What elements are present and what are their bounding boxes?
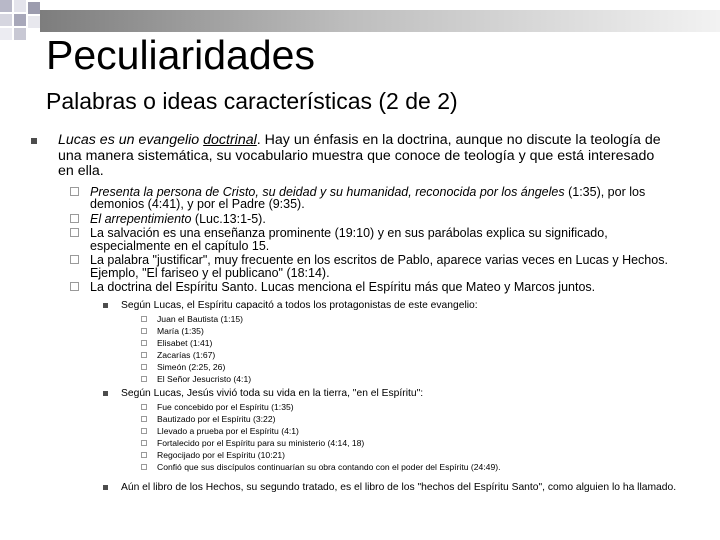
- hollow-square-bullet-icon: [70, 228, 79, 237]
- list-item: El Señor Jesucristo (4:1): [0, 373, 720, 385]
- hollow-square-bullet-icon: [141, 440, 147, 446]
- hollow-square-bullet-icon: [70, 282, 79, 291]
- slide-body: [0, 133, 720, 493]
- slide-title: Peculiaridades: [46, 32, 315, 78]
- list-item: El arrepentimiento (Luc.13:1-5).: [0, 213, 720, 226]
- square-bullet-icon: [103, 303, 108, 308]
- hollow-square-bullet-icon: [141, 316, 147, 322]
- hollow-square-bullet-icon: [141, 376, 147, 382]
- jesus-spirit-list: [0, 401, 720, 473]
- slide-subtitle: Palabras o ideas características (2 de 2): [46, 88, 458, 114]
- hollow-square-bullet-icon: [141, 464, 147, 470]
- hollow-square-bullet-icon: [70, 187, 79, 196]
- hollow-square-bullet-icon: [141, 416, 147, 422]
- list-item: La salvación es una enseñanza prominente (19:10) y en sus parábolas explica su significado, especialmente en el capítulo 15.: [0, 227, 720, 252]
- list-item: La doctrina del Espíritu Santo. Lucas menciona el Espíritu más que Mateo y Marcos juntos.: [0, 281, 720, 294]
- list-item: Presenta la persona de Cristo, su deidad y su humanidad, reconocida por los ángeles (1:35), por los demonios (4:41), y por el Padre (9:35).: [0, 186, 720, 211]
- list-item: Elisabet (1:41): [0, 337, 720, 349]
- list-item: Regocijado por el Espíritu (10:21): [0, 449, 720, 461]
- list-item: Llevado a prueba por el Espíritu (4:1): [0, 425, 720, 437]
- list-item: Aún el libro de los Hechos, su segundo tratado, es el libro de los "hechos del Espíritu Santo", como alguien lo ha llamado.: [0, 482, 720, 493]
- hollow-square-bullet-icon: [141, 452, 147, 458]
- protagonists-list: [0, 313, 720, 385]
- hollow-square-bullet-icon: [70, 214, 79, 223]
- hollow-square-bullet-icon: [70, 255, 79, 264]
- list-item: Fortalecido por el Espíritu para su ministerio (4:14, 18): [0, 437, 720, 449]
- hollow-square-bullet-icon: [141, 364, 147, 370]
- list-item: María (1:35): [0, 325, 720, 337]
- hollow-square-bullet-icon: [141, 328, 147, 334]
- list-item: Juan el Bautista (1:15): [0, 313, 720, 325]
- list-item: Según Lucas, el Espíritu capacitó a todos los protagonistas de este evangelio:: [0, 300, 720, 311]
- list-item: Zacarías (1:67): [0, 349, 720, 361]
- list-item: Confió que sus discípulos continuarían su obra contando con el poder del Espíritu (24:49).: [0, 461, 720, 473]
- hollow-square-bullet-icon: [141, 340, 147, 346]
- hollow-square-bullet-icon: [141, 404, 147, 410]
- square-bullet-icon: [103, 485, 108, 490]
- list-item: Simeón (2:25, 26): [0, 361, 720, 373]
- square-bullet-icon: [103, 391, 108, 396]
- square-bullet-icon: [31, 138, 37, 144]
- list-item: Bautizado por el Espíritu (3:22): [0, 413, 720, 425]
- main-point: Lucas es un evangelio doctrinal. Hay un énfasis en la doctrina, aunque no discute la teología de una manera sistemática, su vocabulario muestra que conoce de teología y que está interesado en ella.: [0, 133, 720, 180]
- hollow-square-bullet-icon: [141, 352, 147, 358]
- list-item: La palabra "justificar", muy frecuente en los escritos de Pablo, aparece varias veces en Lucas y Hechos. Ejemplo, "El fariseo y el publicano" (18:14).: [0, 254, 720, 279]
- list-item: Según Lucas, Jesús vivió toda su vida en la tierra, "en el Espíritu":: [0, 388, 720, 399]
- list-item: Fue concebido por el Espíritu (1:35): [0, 401, 720, 413]
- underlined-term: doctrinal: [203, 132, 257, 148]
- hollow-square-bullet-icon: [141, 428, 147, 434]
